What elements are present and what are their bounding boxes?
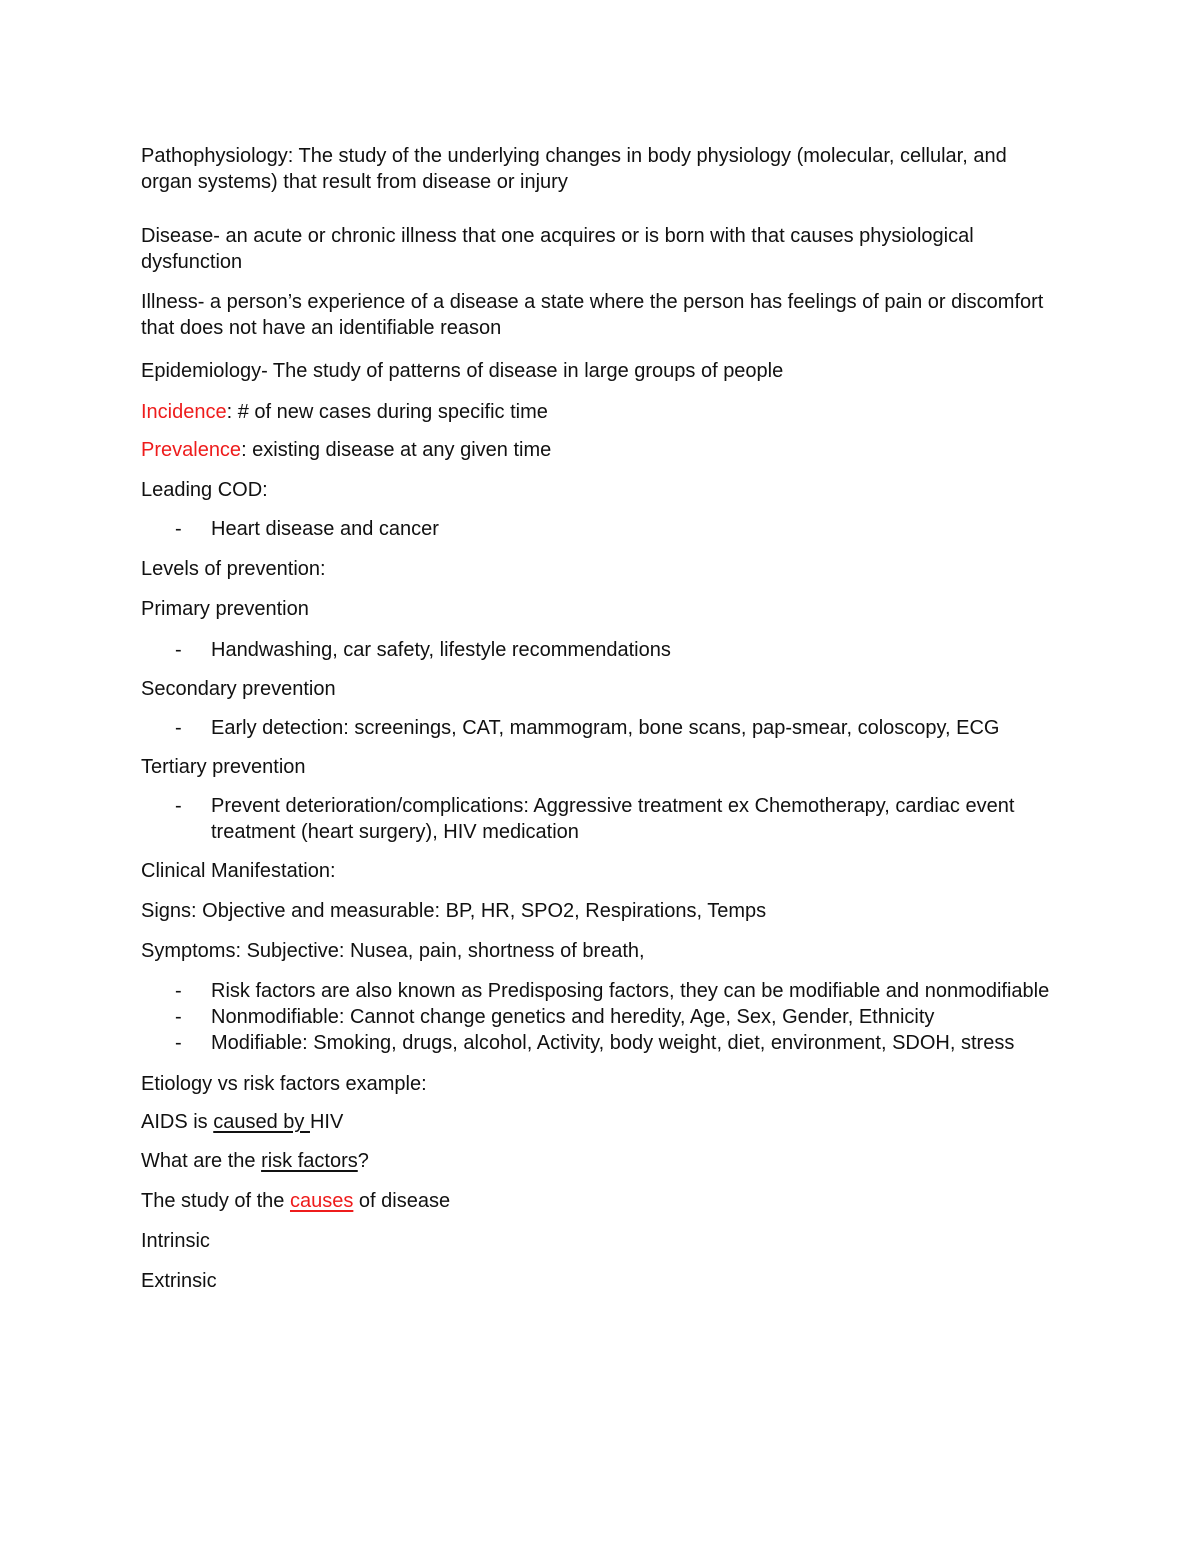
list-item: [141, 1004, 1061, 1030]
dash-bullet: -: [175, 639, 182, 661]
risk-factors-underlined: risk factors: [261, 1150, 358, 1172]
leading-cod-list: [141, 516, 1061, 542]
document-body: [141, 143, 1061, 1294]
causes-prefix: The study of the: [141, 1190, 290, 1212]
list-item: [141, 715, 1061, 741]
list-item: [141, 978, 1061, 1004]
signs-line: Signs: Objective and measurable: BP, HR, SPO2, Respirations, Temps: [141, 900, 767, 922]
risk-question-prefix: What are the: [141, 1150, 262, 1172]
secondary-prevention-heading: Secondary prevention: [141, 678, 336, 700]
aids-line: [141, 1109, 1061, 1135]
aids-suffix: HIV: [309, 1111, 344, 1133]
dash-bullet: -: [175, 1032, 182, 1054]
dash-bullet: -: [175, 980, 182, 1002]
risk-factors-list: [141, 978, 1061, 1056]
incidence-text: : # of new cases during specific time: [226, 401, 548, 423]
list-item-text: Early detection: screenings, CAT, mammogram, bone scans, pap-smear, coloscopy, ECG: [211, 717, 1000, 739]
causes-suffix: of disease: [353, 1190, 451, 1212]
disease-definition: Disease- an acute or chronic illness that one acquires or is born with that causes physiological dysfunction: [141, 225, 974, 273]
intrinsic-label: Intrinsic: [141, 1230, 210, 1252]
list-item-text: Prevent deterioration/complications: Aggressive treatment ex Chemotherapy, cardiac event treatment (heart surgery), HIV medication: [211, 795, 1015, 843]
causes-line: [141, 1188, 1061, 1214]
caused-by-underlined: caused by: [213, 1111, 310, 1133]
dash-bullet: -: [175, 717, 182, 739]
secondary-prevention-list: [141, 715, 1061, 741]
dash-bullet: -: [175, 1006, 182, 1028]
list-item: [141, 1030, 1061, 1056]
list-item-text: Modifiable: Smoking, drugs, alcohol, Activity, body weight, diet, environment, SDOH, stress: [211, 1032, 1015, 1054]
incidence-term: Incidence: [141, 401, 227, 423]
extrinsic-label: Extrinsic: [141, 1270, 217, 1292]
list-item-text: Nonmodifiable: Cannot change genetics and heredity, Age, Sex, Gender, Ethnicity: [211, 1006, 935, 1028]
levels-of-prevention-heading: Levels of prevention:: [141, 558, 326, 580]
leading-cod-heading: Leading COD:: [141, 479, 268, 501]
epidemiology-definition: Epidemiology- The study of patterns of disease in large groups of people: [141, 360, 784, 382]
dash-bullet: -: [175, 518, 182, 540]
list-item: [141, 637, 1061, 663]
illness-definition: Illness- a person’s experience of a disease a state where the person has feelings of pain or discomfort that does not have an identifiable reason: [141, 291, 1044, 339]
prevalence-text: : existing disease at any given time: [241, 439, 552, 461]
incidence-definition: [141, 399, 1061, 425]
risk-factors-question: [141, 1148, 1061, 1174]
causes-underlined: causes: [289, 1190, 354, 1212]
tertiary-prevention-heading: Tertiary prevention: [141, 756, 306, 778]
prevalence-definition: [141, 437, 1061, 463]
list-item-text: Handwashing, car safety, lifestyle recommendations: [211, 639, 671, 661]
tertiary-prevention-list: [141, 793, 1061, 845]
risk-question-suffix: ?: [357, 1150, 369, 1172]
list-item-text: Risk factors are also known as Predisposing factors, they can be modifiable and nonmodifiable: [211, 980, 1050, 1002]
etiology-example-heading: Etiology vs risk factors example:: [141, 1073, 427, 1095]
primary-prevention-list: [141, 637, 1061, 663]
symptoms-line: Symptoms: Subjective: Nusea, pain, shortness of breath,: [141, 940, 645, 962]
list-item: [141, 793, 1061, 845]
dash-bullet: -: [175, 795, 182, 817]
prevalence-term: Prevalence: [141, 439, 242, 461]
aids-prefix: AIDS is: [141, 1111, 214, 1133]
pathophysiology-definition: Pathophysiology: The study of the underlying changes in body physiology (molecular, cellular, and organ systems) that result from disease or injury: [141, 145, 1007, 193]
list-item-text: Heart disease and cancer: [211, 518, 439, 540]
primary-prevention-heading: Primary prevention: [141, 598, 309, 620]
list-item: [141, 516, 1061, 542]
clinical-manifestation-heading: Clinical Manifestation:: [141, 860, 336, 882]
